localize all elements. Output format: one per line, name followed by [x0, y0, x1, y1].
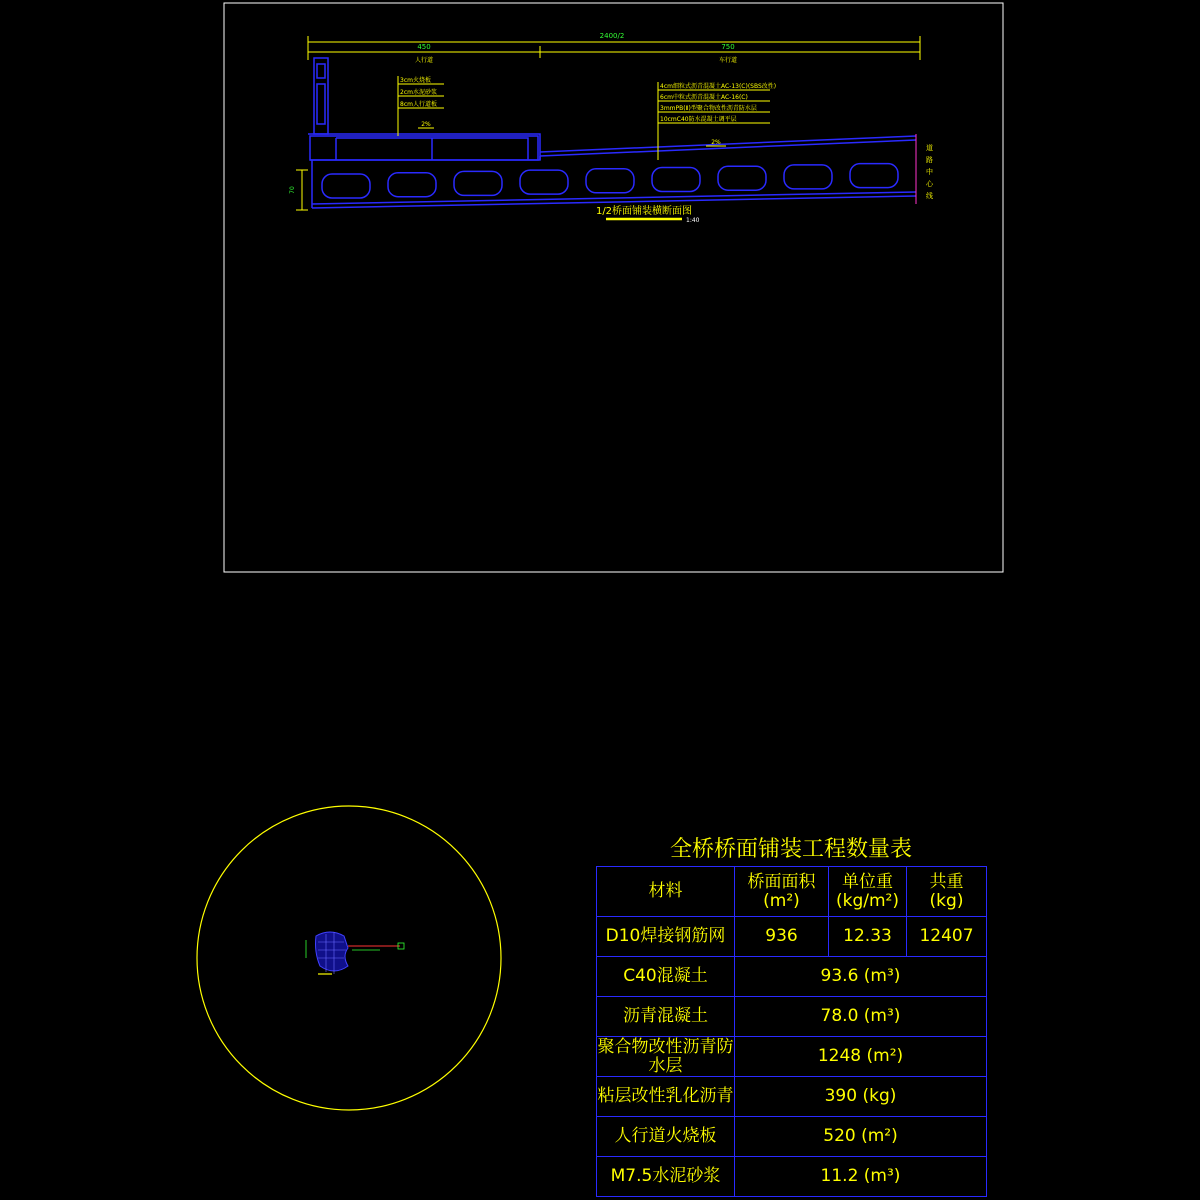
- table-header-row: [597, 867, 987, 917]
- slope-left: 2%: [421, 121, 431, 128]
- slab-void: [784, 165, 832, 189]
- sidewalk-layer-1: 3cm火烧板: [400, 77, 431, 84]
- row-value: 390 (kg): [735, 1077, 987, 1117]
- slab-void: [850, 164, 898, 188]
- slab-void: [454, 171, 502, 195]
- section-title: 1/2桥面铺装横断面图: [595, 206, 693, 217]
- row-material: 沥青混凝土: [597, 997, 735, 1037]
- table-row: [597, 997, 987, 1037]
- slab-void: [586, 169, 634, 193]
- left-dimension: 450: [417, 43, 431, 51]
- table-row: [597, 957, 987, 997]
- row-value: 78.0 (m³): [735, 997, 987, 1037]
- table-row: [597, 917, 987, 957]
- railing-post: [314, 58, 328, 134]
- table-row: [597, 1117, 987, 1157]
- roadway-layer-3: 3mmPB(Ⅱ)型聚合物改性沥青防水层: [660, 105, 757, 112]
- height-dimension: 70: [289, 186, 296, 194]
- row-value: 11.2 (m³): [735, 1157, 987, 1197]
- row-material: D10焊接钢筋网: [597, 917, 735, 957]
- row-value: 1248 (m²): [735, 1037, 987, 1077]
- table-row: [597, 1157, 987, 1197]
- centerline-label: 道路中心线: [926, 144, 933, 200]
- slab-void: [718, 166, 766, 190]
- detail-thumbnail: [306, 932, 404, 974]
- row-area: 936: [735, 917, 829, 957]
- table-row: [597, 1037, 987, 1077]
- drawing-frame: [224, 3, 1003, 572]
- row-material: 粘层改性乳化沥青: [597, 1077, 735, 1117]
- roadway-layer-4: 10cmC40防水混凝土调平层: [660, 116, 737, 123]
- row-total: 12407: [907, 917, 987, 957]
- row-value: 520 (m²): [735, 1117, 987, 1157]
- sidewalk-layer-2: 2cm水泥砂浆: [400, 89, 437, 96]
- row-material: M7.5水泥砂浆: [597, 1157, 735, 1197]
- sidewalk-structure: [308, 134, 540, 160]
- slab-void: [652, 168, 700, 192]
- roadway-layer-1: 4cm细粒式沥青混凝土AC-13(C)(SBS改性): [660, 83, 777, 90]
- quantity-table: [596, 866, 987, 1197]
- row-material: 聚合物改性沥青防水层: [597, 1036, 734, 1076]
- row-value: 93.6 (m³): [735, 957, 987, 997]
- header-total: 共重 (kg): [907, 867, 987, 917]
- total-dimension: 2400/2: [599, 32, 625, 40]
- slab-void: [322, 174, 370, 198]
- section-scale: 1:40: [686, 217, 700, 224]
- dimension-lines: [296, 36, 920, 210]
- row-unit-weight: 12.33: [829, 917, 907, 957]
- detail-circle: [197, 806, 501, 1110]
- table-title: 全桥桥面铺装工程数量表: [669, 837, 912, 862]
- roadway-layer-2: 6cm中粒式沥青混凝土AC-16(C): [660, 94, 748, 101]
- slope-right: 2%: [711, 139, 721, 146]
- slab-void: [388, 173, 436, 197]
- sidewalk-zone-label: 人行道: [414, 57, 434, 64]
- slab-void: [520, 170, 568, 194]
- table-row: [597, 1077, 987, 1117]
- sidewalk-layer-3: 8cm人行道板: [400, 101, 437, 108]
- roadway-zone-label: 车行道: [718, 57, 738, 64]
- right-dimension: 750: [721, 43, 735, 51]
- header-material: 材料: [597, 867, 735, 917]
- header-unit-weight: 单位重 (kg/m²): [829, 867, 907, 917]
- row-material: 人行道火烧板: [597, 1117, 735, 1157]
- row-material: C40混凝土: [597, 957, 735, 997]
- header-area: 桥面面积 (m²): [735, 867, 829, 917]
- slab-voids: [322, 164, 898, 198]
